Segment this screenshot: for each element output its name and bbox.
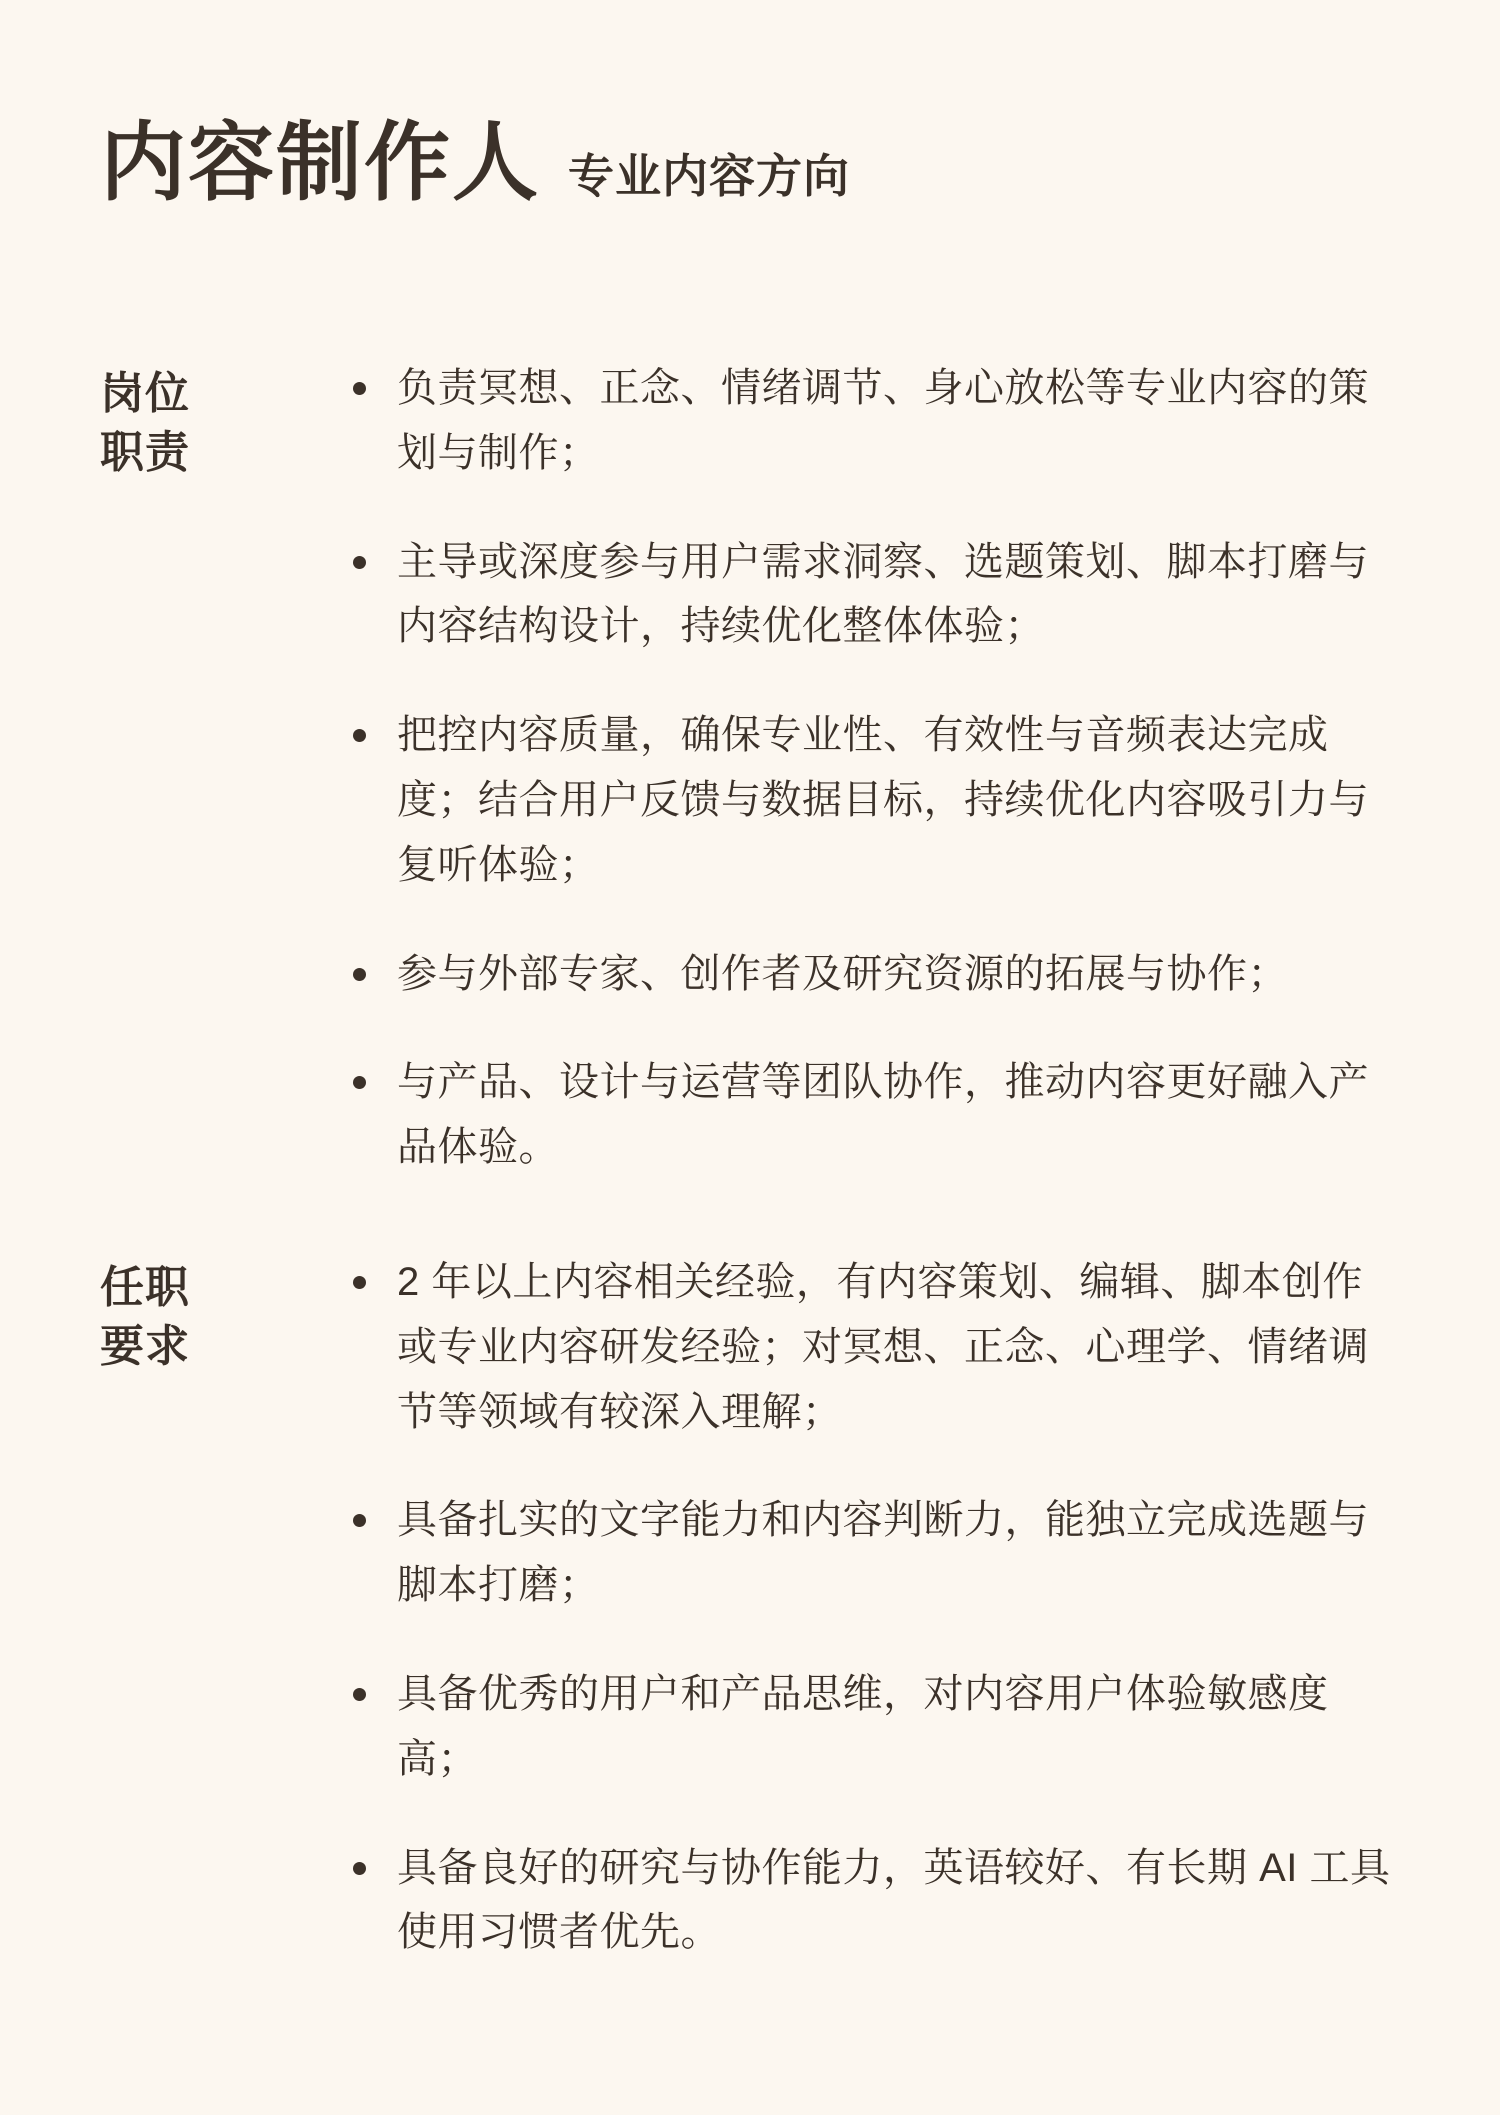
list-item [345, 356, 1400, 486]
section-label-requirements [100, 1250, 285, 1377]
bullet-dot-icon [353, 556, 366, 569]
bullet-dot-icon [353, 1076, 366, 1089]
list-item [345, 530, 1400, 660]
list-item-text: 具备优秀的用户和产品思维，对内容用户体验敏感度高； [397, 1671, 1329, 1781]
bullet-dot-icon [353, 1514, 366, 1527]
list-item [345, 1250, 1400, 1444]
section-label-line1: 任职 [100, 1262, 190, 1312]
bullet-dot-icon [353, 382, 366, 395]
section-label-responsibilities [100, 356, 285, 483]
bullet-dot-icon [353, 1862, 366, 1875]
section-body-responsibilities [285, 356, 1400, 1180]
page-subtitle: 专业内容方向 [568, 150, 850, 202]
bullet-dot-icon [353, 968, 366, 981]
list-item [345, 703, 1400, 897]
list-item [345, 1050, 1400, 1180]
list-item [345, 1836, 1400, 1966]
bullet-dot-icon [353, 1276, 366, 1289]
list-item-text: 负责冥想、正念、情绪调节、身心放松等专业内容的策划与制作； [397, 366, 1369, 475]
list-item-text: 2 年以上内容相关经验，有内容策划、编辑、脚本创作或专业内容研发经验；对冥想、正念、心理学、情绪调节等领域有较深入理解； [397, 1259, 1369, 1434]
section-requirements [100, 1250, 1400, 1965]
list-item-text: 具备良好的研究与协作能力，英语较好、有长期 AI 工具使用习惯者优先。 [397, 1845, 1391, 1955]
list-item [345, 1488, 1400, 1618]
bullet-dot-icon [353, 729, 366, 742]
section-label-line2: 职责 [100, 428, 190, 478]
bullet-dot-icon [353, 1688, 366, 1701]
list-item-text: 主导或深度参与用户需求洞察、选题策划、脚本打磨与内容结构设计，持续优化整体体验； [397, 539, 1369, 649]
page-header [100, 115, 1400, 211]
list-item [345, 1662, 1400, 1792]
list-item-text: 与产品、设计与运营等团队协作，推动内容更好融入产品体验。 [397, 1060, 1369, 1170]
list-item-text: 把控内容质量，确保专业性、有效性与音频表达完成度；结合用户反馈与数据目标，持续优化内容吸引力与复听体验； [397, 713, 1369, 887]
list-item-text: 参与外部专家、创作者及研究资源的拓展与协作； [397, 951, 1288, 996]
list-item [345, 942, 1400, 1007]
section-responsibilities [100, 356, 1400, 1180]
page-title: 内容制作人 [100, 115, 540, 211]
section-label-line1: 岗位 [100, 369, 190, 418]
section-label-line2: 要求 [100, 1322, 190, 1372]
list-item-text: 具备扎实的文字能力和内容判断力，能独立完成选题与脚本打磨； [397, 1498, 1369, 1608]
section-body-requirements [285, 1250, 1400, 1965]
